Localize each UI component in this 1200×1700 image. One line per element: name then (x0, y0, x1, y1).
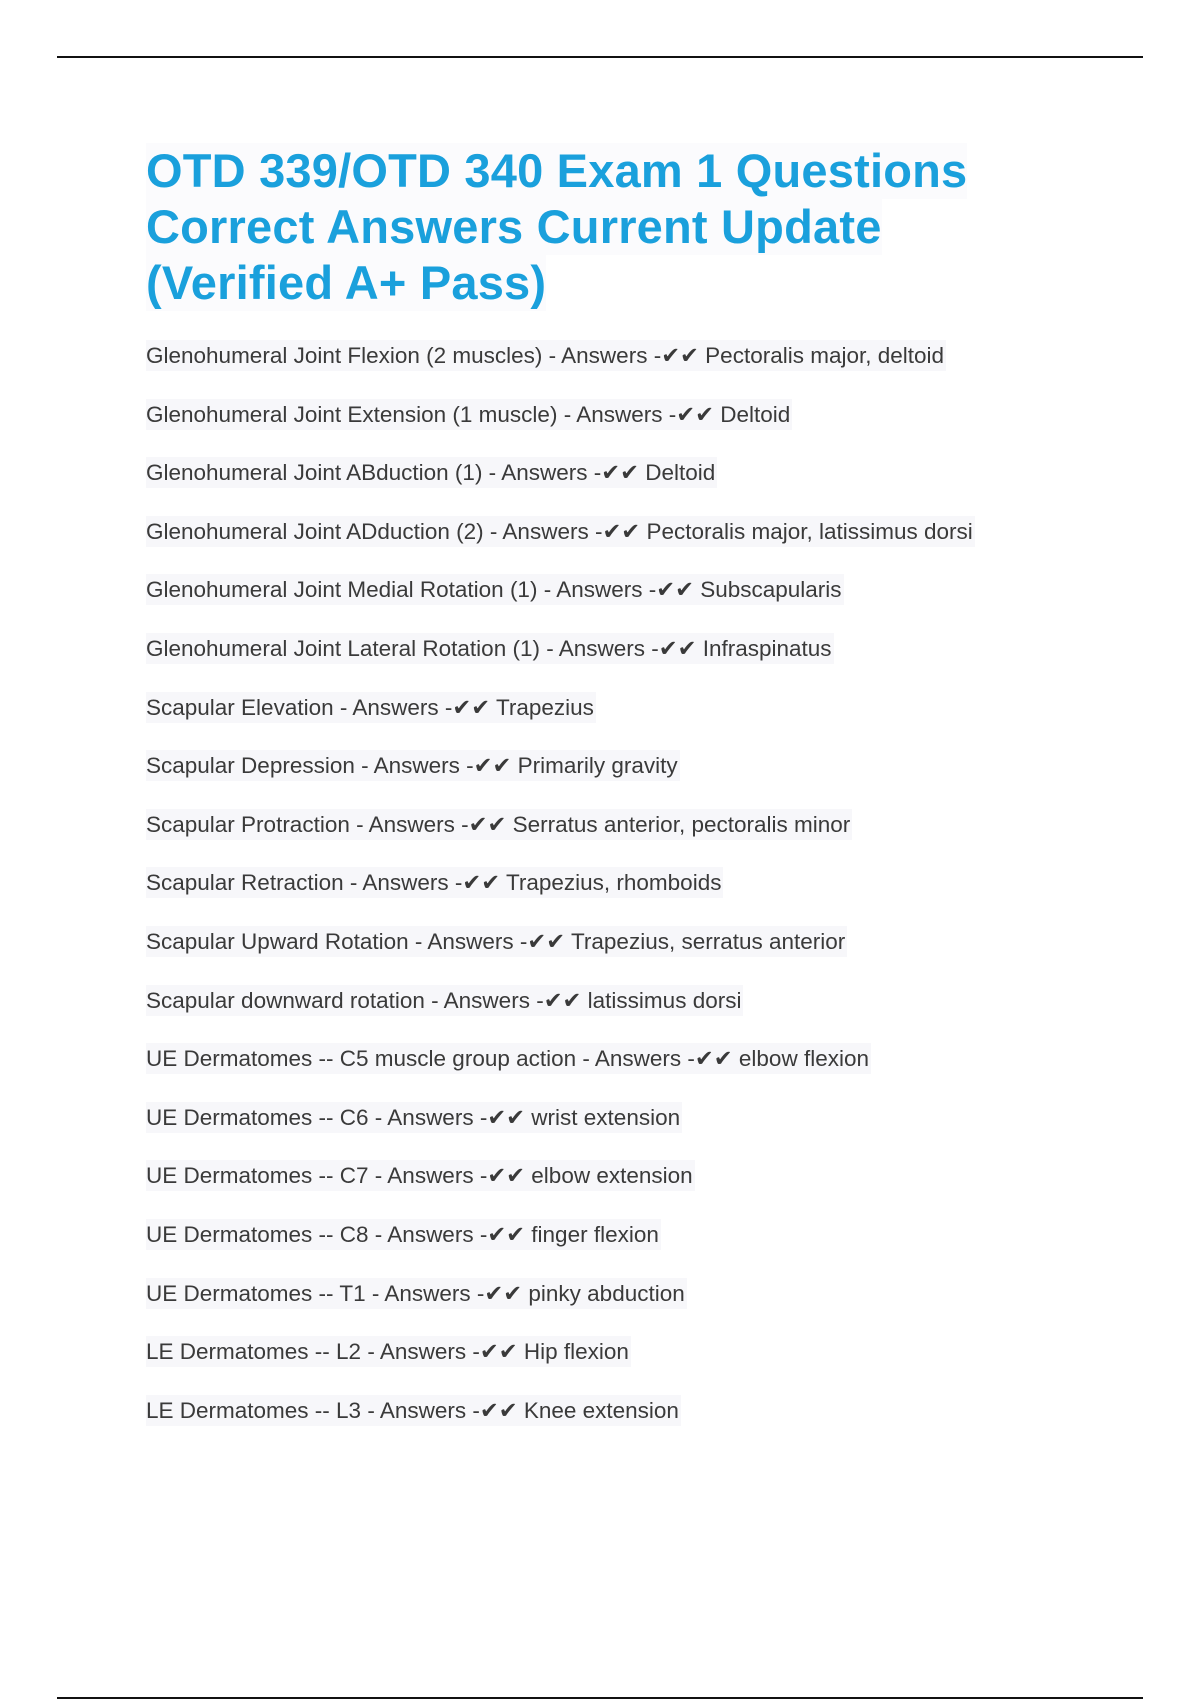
qa-text (146, 399, 792, 430)
qa-item (146, 1278, 1106, 1337)
qa-item (146, 516, 1106, 575)
question-text: Scapular downward rotation - Answers - (146, 987, 544, 1013)
double-check-icon: ✔✔ (601, 460, 639, 486)
qa-item (146, 1219, 1106, 1278)
answer-text: Serratus anterior, pectoralis minor (512, 811, 851, 837)
double-check-icon: ✔✔ (462, 870, 501, 896)
qa-list (146, 340, 1106, 1453)
qa-text (146, 750, 680, 781)
question-text: Scapular Protraction - Answers - (146, 811, 469, 837)
double-check-icon: ✔✔ (484, 1280, 523, 1306)
answer-text: Deltoid (720, 401, 791, 427)
qa-item (146, 1043, 1106, 1102)
double-check-icon: ✔✔ (479, 1397, 518, 1423)
answer-text: elbow extension (531, 1163, 693, 1189)
title-line-1: OTD 339/OTD 340 Exam 1 Questions (146, 144, 968, 197)
question-text: Glenohumeral Joint ADduction (2) - Answers - (146, 518, 603, 544)
answer-text: Primarily gravity (517, 753, 678, 779)
qa-item (146, 985, 1106, 1044)
qa-item (146, 1336, 1106, 1395)
qa-text (146, 633, 834, 664)
double-check-icon: ✔✔ (473, 753, 512, 779)
answer-text: Trapezius, rhomboids (505, 870, 722, 896)
qa-text (146, 1395, 681, 1426)
question-text: Scapular Elevation - Answers - (146, 694, 453, 720)
qa-item (146, 926, 1106, 985)
double-check-icon: ✔✔ (527, 928, 566, 954)
answer-text: Trapezius, serratus anterior (571, 928, 846, 954)
qa-item (146, 1160, 1106, 1219)
qa-item (146, 340, 1106, 399)
question-text: Scapular Retraction - Answers - (146, 870, 463, 896)
qa-item (146, 399, 1106, 458)
question-text: Glenohumeral Joint Medial Rotation (1) - Answers - (146, 577, 657, 603)
qa-text (146, 809, 852, 840)
answer-text: Trapezius (495, 694, 594, 720)
qa-text (146, 692, 596, 723)
question-text: Scapular Upward Rotation - Answers - (146, 928, 528, 954)
qa-text (146, 1043, 871, 1074)
document-title (146, 143, 1046, 311)
double-check-icon: ✔✔ (479, 1339, 518, 1365)
qa-text (146, 1102, 682, 1133)
double-check-icon: ✔✔ (487, 1221, 526, 1247)
question-text: LE Dermatomes -- L2 - Answers - (146, 1339, 480, 1365)
double-check-icon: ✔✔ (468, 811, 507, 837)
question-text: UE Dermatomes -- C5 muscle group action - Answers - (146, 1046, 695, 1072)
qa-item (146, 809, 1106, 868)
answer-text: Pectoralis major, latissimus dorsi (646, 518, 973, 544)
double-check-icon: ✔✔ (602, 518, 641, 544)
question-text: Glenohumeral Joint ABduction (1) - Answers - (146, 460, 602, 486)
qa-item (146, 1102, 1106, 1161)
qa-text (146, 867, 723, 898)
double-check-icon: ✔✔ (452, 694, 491, 720)
answer-text: Deltoid (645, 460, 716, 486)
answer-text: Knee extension (523, 1397, 679, 1423)
qa-text (146, 340, 946, 371)
answer-text: pinky abduction (528, 1280, 685, 1306)
question-text: UE Dermatomes -- C8 - Answers - (146, 1221, 488, 1247)
answer-text: Subscapularis (700, 577, 842, 603)
qa-text (146, 926, 847, 957)
title-line-2: Correct Answers Current Update (146, 200, 882, 253)
double-check-icon: ✔✔ (487, 1163, 526, 1189)
qa-text (146, 516, 975, 547)
question-text: LE Dermatomes -- L3 - Answers - (146, 1397, 480, 1423)
double-check-icon: ✔✔ (487, 1104, 526, 1130)
answer-text: latissimus dorsi (587, 987, 742, 1013)
answer-text: finger flexion (531, 1221, 659, 1247)
question-text: Glenohumeral Joint Flexion (2 muscles) - Answers - (146, 343, 662, 368)
qa-item (146, 633, 1106, 692)
bottom-rule (57, 1697, 1143, 1699)
qa-text (146, 985, 743, 1016)
qa-text (146, 1278, 687, 1309)
double-check-icon: ✔✔ (656, 577, 694, 603)
answer-text: Pectoralis major, deltoid (705, 343, 945, 368)
qa-text (146, 1219, 661, 1250)
double-check-icon: ✔✔ (543, 987, 582, 1013)
question-text: Glenohumeral Joint Extension (1 muscle) - Answers - (146, 401, 677, 427)
qa-text (146, 1336, 631, 1367)
title-line-3: (Verified A+ Pass) (146, 256, 547, 309)
top-rule (57, 56, 1143, 58)
qa-item (146, 457, 1106, 516)
qa-text (146, 1160, 695, 1191)
answer-text: Infraspinatus (702, 635, 832, 661)
question-text: UE Dermatomes -- T1 - Answers - (146, 1280, 485, 1306)
double-check-icon: ✔✔ (658, 635, 697, 661)
answer-text: wrist extension (531, 1104, 681, 1130)
double-check-icon: ✔✔ (661, 343, 699, 368)
qa-item (146, 574, 1106, 633)
qa-item (146, 867, 1106, 926)
qa-text (146, 574, 844, 605)
answer-text: elbow flexion (738, 1046, 869, 1072)
answer-text: Hip flexion (523, 1339, 629, 1365)
question-text: UE Dermatomes -- C6 - Answers - (146, 1104, 488, 1130)
qa-item (146, 692, 1106, 751)
double-check-icon: ✔✔ (676, 401, 714, 427)
question-text: Scapular Depression - Answers - (146, 753, 474, 779)
question-text: Glenohumeral Joint Lateral Rotation (1) - Answers - (146, 635, 659, 661)
question-text: UE Dermatomes -- C7 - Answers - (146, 1163, 488, 1189)
qa-item (146, 750, 1106, 809)
qa-item (146, 1395, 1106, 1454)
qa-text (146, 457, 717, 488)
double-check-icon: ✔✔ (694, 1046, 733, 1072)
